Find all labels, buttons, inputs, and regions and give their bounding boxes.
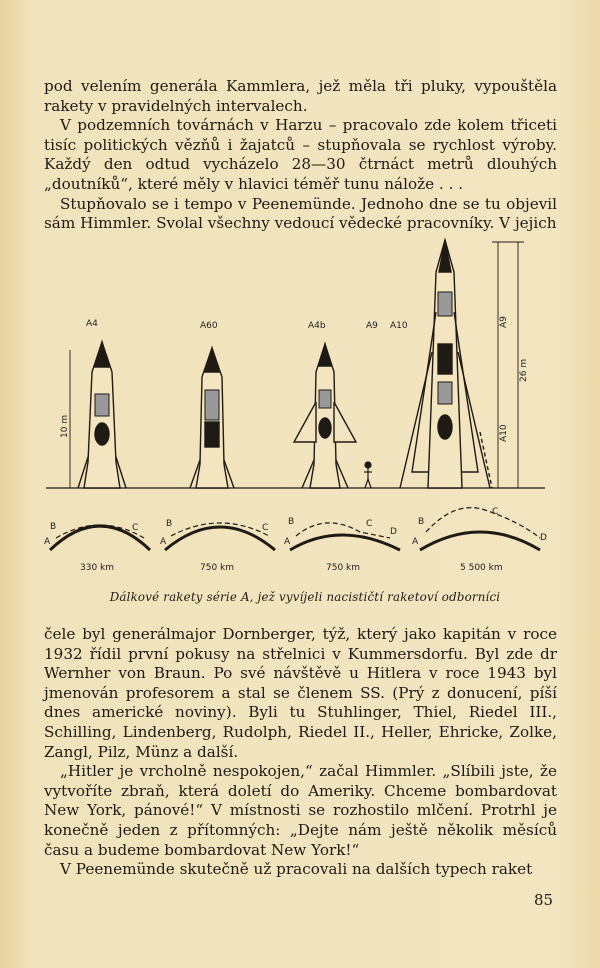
traj2-point-a: A [160,537,167,547]
label-dim-a9: A9 [499,316,509,328]
traj3-point-d: D [390,527,397,537]
label-height-26m: 26 m [519,358,529,382]
rocket-figure [40,232,560,582]
traj3-point-c: C [366,519,373,529]
paragraph: Stupňovalo se i tempo v Peenemünde. Jednoho dne se tu objevil sám Himmler. Svolal všechny vedoucí vědecké pracovníky. V jejich [44,194,557,233]
paragraph: V podzemních továrnách v Harzu – pracovalo zde kolem třiceti tisíc politických vězňů i žajatců – stupňovala se rychlost výroby. Každý den odtud vycházelo 28—30 čtrnáct metrů dlouhých „doutníků“, které měly v hlavici téměř tunu nálože . . . [44,116,557,193]
text-block-top [44,77,557,234]
traj1-point-c: C [132,523,139,533]
label-a9: A9 [366,321,378,331]
trajectory-2 [165,523,275,550]
figure-caption: Dálkové rakety série A, jež vyvíjeli nacističtí raketoví odborníci [109,590,501,604]
rocket-a9-a10 [400,240,524,488]
label-a10: A10 [390,321,408,331]
label-a60: A60 [200,321,218,331]
paragraph: pod velením generála Kammlera, jež měla tři pluky, vypouštěla rakety v pravidelných intervalech. [44,77,557,115]
paragraph: V Peenemünde skutečně už pracovali na dalších typech raket [60,860,533,879]
rocket-illustration [40,232,560,582]
paragraph: čele byl generálmajor Dornberger, týž, který jako kapitán v roce 1932 řídil první pokusy na střelnici v Kummersdorfu. Byl zde dr Wernher von Braun. Po své návštěvě u Hitlera v roce 1943 byl jmenován profesorem a stal se členem SS. (Prý z donucení, píší dnes americké noviny). Byli tu Stuhlinger, Thiel, Riedel III., Schilling, Lindenberg, Rudolph, Riedel II., Heller, Ehricke, Zolke, Zangl, Pilz, Münz a další. [44,625,557,761]
label-height-10m: 10 m [60,414,70,438]
traj2-point-c: C [262,523,269,533]
traj2-point-b: B [166,519,173,529]
traj4-point-b: B [418,517,425,527]
text-block-bottom [44,625,557,880]
label-dim-a10: A10 [499,424,509,442]
traj1-point-b: B [50,522,57,532]
label-a4b: A4b [308,321,326,331]
rocket-a60 [190,348,234,488]
human-figure [364,462,372,488]
traj4-point-d: D [540,533,547,543]
traj4-point-a: A [412,537,419,547]
range-3: 750 km [326,563,361,573]
rocket-a4 [70,342,126,488]
trajectory-3 [290,523,400,550]
traj3-point-a: A [284,537,291,547]
trajectory-4 [420,508,540,550]
rocket-a4b [294,344,356,488]
range-4: 5 500 km [460,563,503,573]
traj4-point-c: C [492,507,499,517]
label-a4: A4 [86,319,98,329]
page-number: 85 [534,891,554,909]
paragraph: „Hitler je vrcholně nespokojen,“ začal Himmler. „Slíbili jste, že vytvoříte zbraň, která doletí do Ameriky. Chceme bombardovat New York, pánové!“ V místnosti se rozhostilo mlčení. Protrhl je konečně jeden z přítomných: „Dejte nám ještě několik měsíců času a budeme bombardovat New York!“ [44,762,557,859]
traj3-point-b: B [288,517,295,527]
traj1-point-a: A [44,537,51,547]
range-1: 330 km [80,563,115,573]
range-2: 750 km [200,563,235,573]
